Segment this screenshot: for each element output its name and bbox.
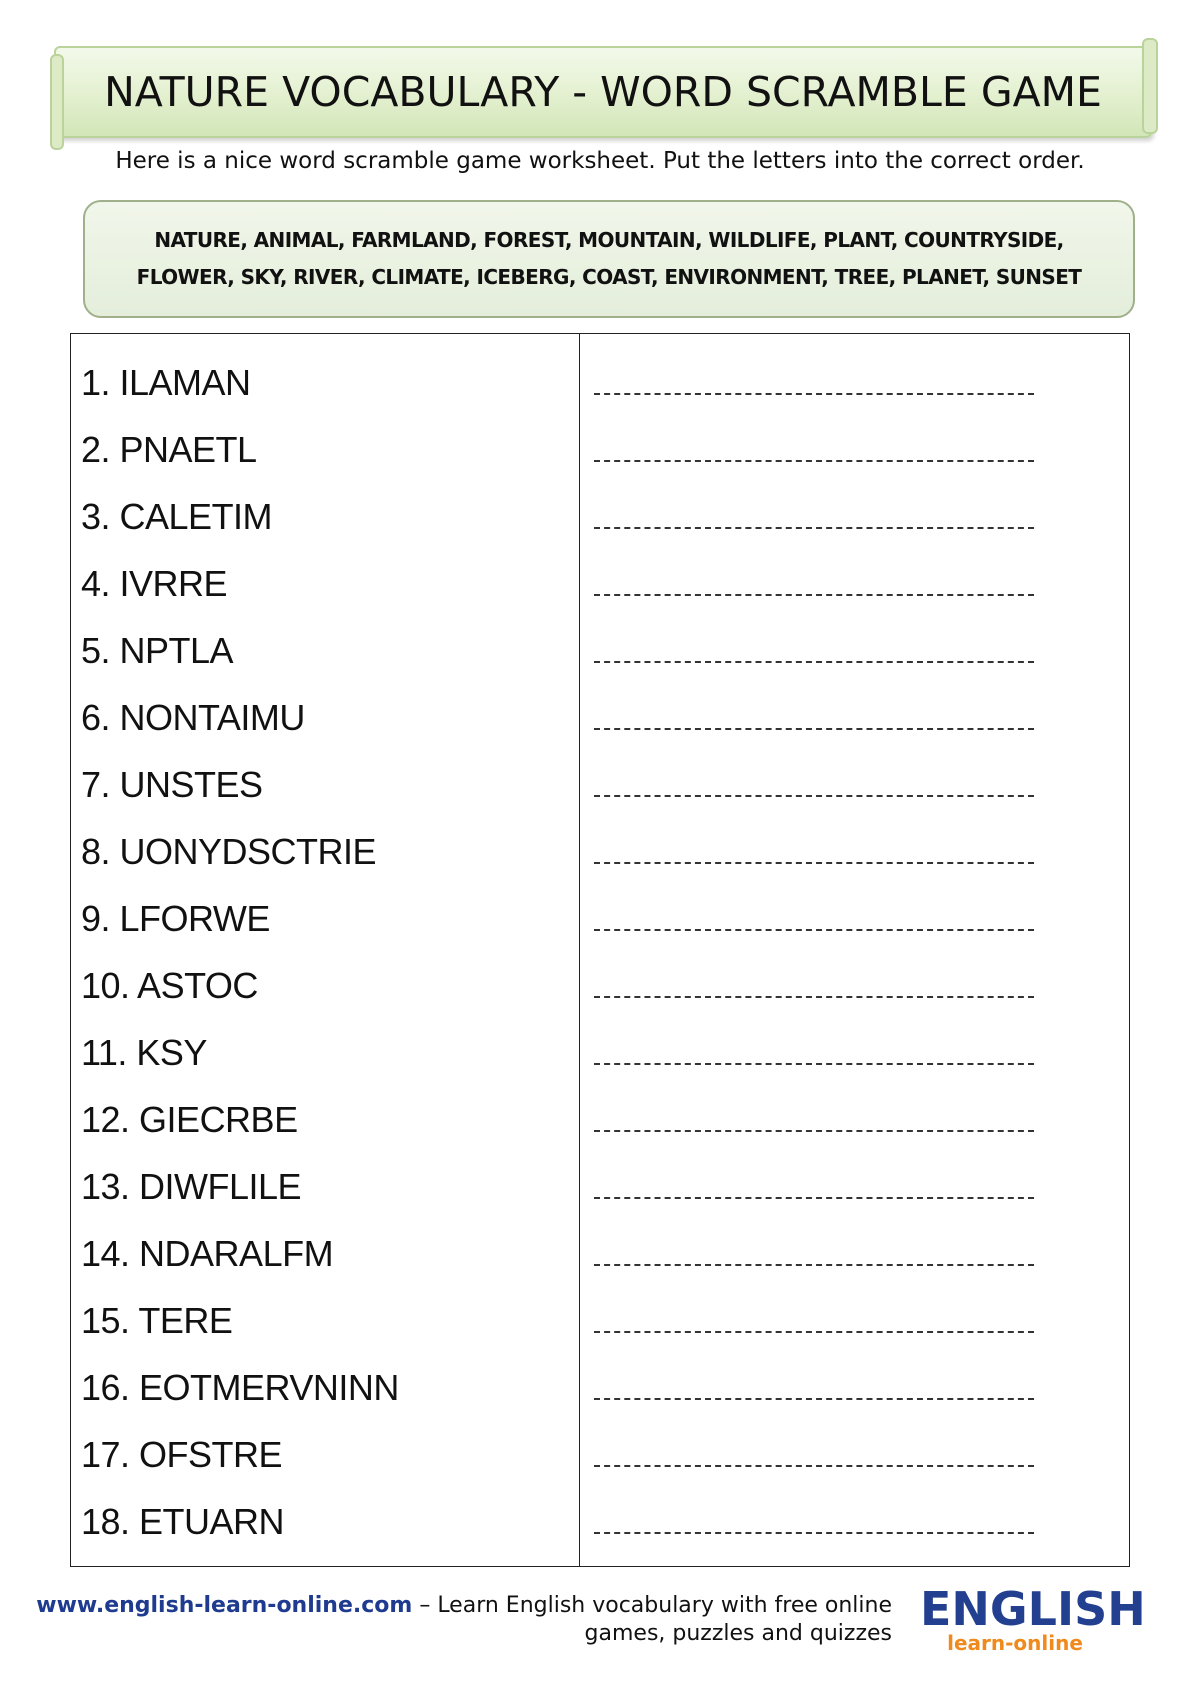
logo-sub-text: learn-online <box>947 1631 1083 1655</box>
answer-line[interactable] <box>594 1398 1034 1400</box>
logo-main-text: ENGLISH <box>920 1582 1146 1636</box>
clue-row <box>71 1488 1129 1555</box>
answer-line[interactable] <box>594 728 1034 730</box>
answer-line[interactable] <box>594 929 1034 931</box>
clue-row <box>71 684 1129 751</box>
clue-row <box>71 1019 1129 1086</box>
footer-text <box>36 1592 892 1648</box>
answer-line[interactable] <box>594 1063 1034 1065</box>
clue-row <box>71 885 1129 952</box>
answer-line[interactable] <box>594 795 1034 797</box>
scrambled-word: 2. PNAETL <box>81 429 257 470</box>
site-logo <box>920 1582 1146 1656</box>
clue-row <box>71 1086 1129 1153</box>
answer-line[interactable] <box>594 594 1034 596</box>
scrambled-word: 12. GIECRBE <box>81 1099 298 1140</box>
answer-line[interactable] <box>594 1197 1034 1199</box>
clue-row <box>71 1220 1129 1287</box>
worksheet-title: NATURE VOCABULARY - WORD SCRAMBLE GAME <box>104 68 1102 116</box>
clue-row <box>71 416 1129 483</box>
scrambled-word: 13. DIWFLILE <box>81 1166 302 1207</box>
scrambled-word: 9. LFORWE <box>81 898 270 939</box>
answer-line[interactable] <box>594 1532 1034 1534</box>
scrambled-word: 4. IVRRE <box>81 563 228 604</box>
clue-row <box>71 550 1129 617</box>
scrambled-word: 3. CALETIM <box>81 496 273 537</box>
answer-line[interactable] <box>594 527 1034 529</box>
footer-tagline-1: – Learn English vocabulary with free online <box>412 1593 892 1618</box>
answer-line[interactable] <box>594 1130 1034 1132</box>
scrambled-word: 7. UNSTES <box>81 764 263 805</box>
scrambled-word: 6. NONTAIMU <box>81 697 305 738</box>
scrambled-word: 17. OFSTRE <box>81 1434 283 1475</box>
clue-row <box>71 349 1129 416</box>
clue-row <box>71 1421 1129 1488</box>
scrambled-word: 11. KSY <box>81 1032 207 1073</box>
scrambled-word: 14. NDARALFM <box>81 1233 334 1274</box>
scrambled-word: 18. ETUARN <box>81 1501 285 1542</box>
answer-line[interactable] <box>594 661 1034 663</box>
scrambled-word: 5. NPTLA <box>81 630 234 671</box>
word-bank-box <box>83 200 1135 318</box>
clue-row <box>71 1287 1129 1354</box>
answer-line[interactable] <box>594 460 1034 462</box>
scramble-table <box>70 333 1130 1567</box>
scrambled-word: 8. UONYDSCTRIE <box>81 831 377 872</box>
clue-row <box>71 483 1129 550</box>
word-bank-line-2: FLOWER, SKY, RIVER, CLIMATE, ICEBERG, COAST, ENVIRONMENT, TREE, PLANET, SUNSET <box>136 265 1082 289</box>
answer-line[interactable] <box>594 393 1034 395</box>
clue-row <box>71 1354 1129 1421</box>
intro-text: Here is a nice word scramble game worksheet. Put the letters into the correct order. <box>115 148 1085 174</box>
answer-line[interactable] <box>594 1264 1034 1266</box>
clue-row <box>71 1153 1129 1220</box>
answer-line[interactable] <box>594 1331 1034 1333</box>
scrambled-word: 1. ILAMAN <box>81 362 251 403</box>
answer-line[interactable] <box>594 1465 1034 1467</box>
scrambled-word: 15. TERE <box>81 1300 233 1341</box>
answer-line[interactable] <box>594 996 1034 998</box>
clue-row <box>71 617 1129 684</box>
footer-tagline-2: games, puzzles and quizzes <box>584 1621 892 1646</box>
title-banner <box>54 46 1152 138</box>
word-bank-line-1: NATURE, ANIMAL, FARMLAND, FOREST, MOUNTAIN, WILDLIFE, PLANT, COUNTRYSIDE, <box>154 228 1064 252</box>
answer-line[interactable] <box>594 862 1034 864</box>
clue-row <box>71 818 1129 885</box>
clue-row <box>71 751 1129 818</box>
footer-link[interactable]: www.english-learn-online.com <box>36 1593 413 1618</box>
clue-row <box>71 952 1129 1019</box>
scrambled-word: 10. ASTOC <box>81 965 258 1006</box>
scrambled-word: 16. EOTMERVNINN <box>81 1367 399 1408</box>
